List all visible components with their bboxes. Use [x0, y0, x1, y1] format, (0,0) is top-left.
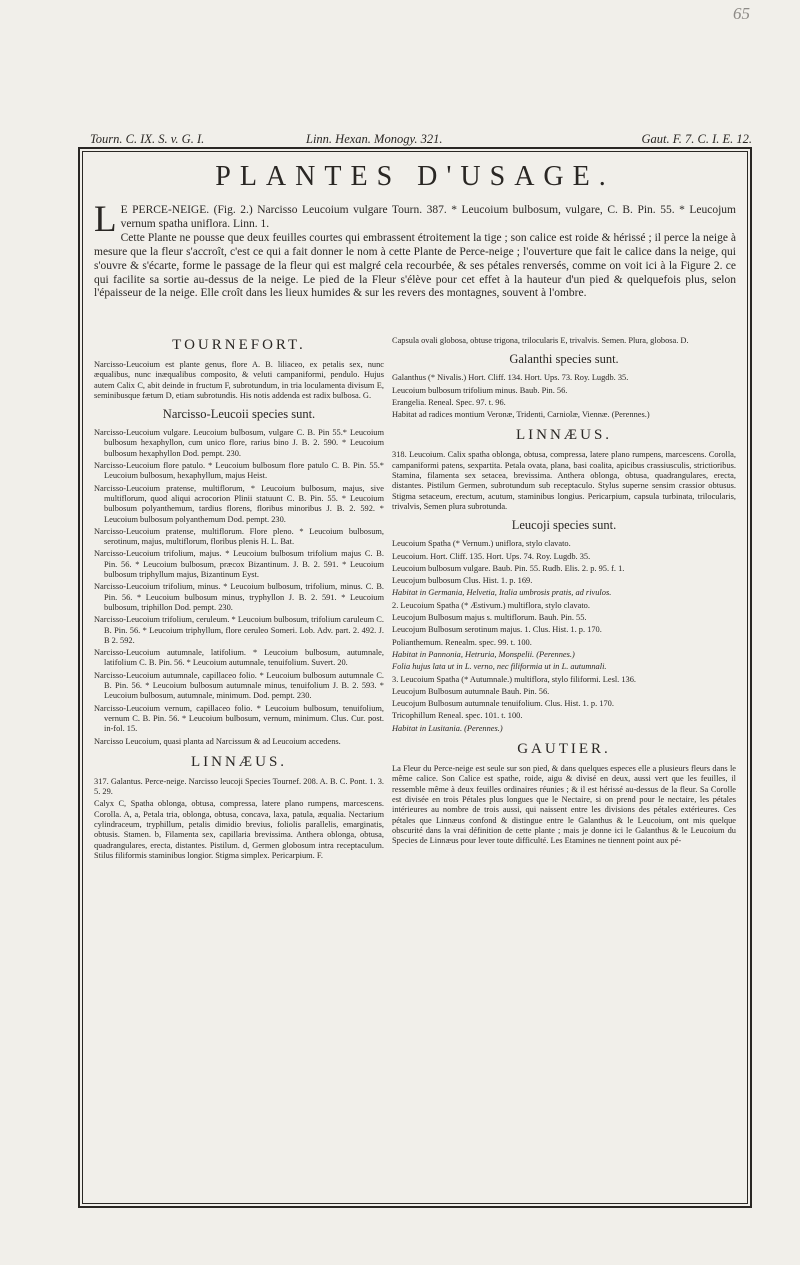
leucoji-entry: Tricophillum Reneal. spec. 101. t. 100.: [392, 711, 523, 721]
narcisso-species-heading: Narcisso-Leucoii species sunt.: [162, 407, 316, 422]
gautier-text: La Fleur du Perce-neige est seule sur son pied, & dans quelques especes elle a plusieurs fleurs dans le même calice. Son Calice est spathe, roide, aigu & divisé en deux, aussi vert que les feuilles, il ressemble même à deux feuilles ordinaires réunies ; & il est hérissé au-dessus de la fleur. Sa Corolle est divisée en trois Pétales plus longues que le Nectaire, si on prend pour le nectaire, les pétales intérieures au nombre de trois aussi, qui naissent entre les divisions des pétales extérieures. Ces pétales que Linnæus confond & distingue entre le Galanthus & le Leucoium, ont mis quelque obscurité dans la vrai définition de cette plante ; mais je donne ici le Galanthus & le Leucoium du Species de Linnæus pour lever toute difficulté. Les Etamines ne tiennent point aux pé-: [392, 764, 736, 846]
species-entry: Narcisso-Leucoium vernum, capillaceo folio. * Leucoium bulbosum, tenuifolium, vernum C. B. Pin. 56. * Leucoium bulbosum, vernum, minimum. Clus. Cur. post. in-fol. 15.: [94, 703, 384, 734]
species-entry: Narcisso-Leucoium trifolium, majus. * Leucoium bulbosum trifolium majus C. B. Pin. 56. * Leucoium bulbosum, præcox Bizantinum. J. B. 2. 591. * Leucoium bulbosum triphyllum majus, Bizantinum Eyst.: [94, 549, 384, 580]
species-entry: Narcisso-Leucoium flore patulo. * Leucoium bulbosum flore patulo C. B. Pin. 55.* Leucoium bulbosum, hexaphyllum, majus Heist.: [94, 461, 384, 481]
linnaeus-heading-left: LINNÆUS.: [190, 753, 288, 770]
leucoji-entry: Leucojum Bulbosum serotinum majus. 1. Clus. Hist. 1. p. 170.: [392, 625, 602, 635]
species-entry: Narcisso Leucoium, quasi planta ad Narcissum & ad Leucoium accedens.: [94, 736, 341, 746]
gautier-heading: GAUTIER.: [517, 741, 611, 758]
species-entry: Narcisso-Leucoium vulgare. Leucoium bulbosum, vulgare C. B. Pin 55.* Leucoium bulbosum hexaphyllon, cum unico flore, rarius bino J. B. 2. 590. * Leucoium bulbosum hexaphyllon Dod. pempt. 230.: [94, 428, 384, 458]
leucoji-entry: Leucojum Bulbosum autumnale Bauh. Pin. 56.: [392, 686, 550, 696]
leucoji-entry: Habitat in Germania, Helvetia, Italia umbrosis pratis, ad rivulos.: [392, 588, 612, 598]
species-entry: Narcisso-Leucoium autumnale, latifolium. * Leucoium bulbosum, autumnale, latifolium C. B. Pin. 56. * Leucoium autumnale, tenuifolium. Suvert. 20.: [94, 648, 384, 668]
intro-section: [94, 199, 736, 301]
leucoji-entry: Polianthemum. Renealm. spec. 99. t. 100.: [392, 637, 532, 647]
leucoji-entry: Leucoium. Hort. Cliff. 135. Hort. Ups. 74. Roy. Lugdb. 35.: [392, 551, 591, 561]
leucoji-entry: Leucoium Spatha (* Vernum.) uniflora, stylo clavato.: [392, 539, 571, 549]
linnaeus-heading-right: LINNÆUS.: [515, 427, 613, 444]
leucoji-entry: 3. Leucoium Spatha (* Autumnale.) multiflora, stylo filiformi. Lesl. 136.: [392, 674, 636, 684]
page-content: [94, 158, 736, 1198]
running-head-center: Linn. Hexan. Monogy. 321.: [306, 132, 443, 146]
right-column: [392, 336, 736, 848]
leucoji-species-heading: Leucoji species sunt.: [511, 518, 617, 533]
leucoji-entry: Leucoium bulbosum vulgare. Baub. Pin. 55. Rudb. Elis. 2. p. 95. f. 1.: [392, 563, 625, 573]
species-entry: Narcisso-Leucoium trifolium, ceruleum. * Leucoium bulbosum, trifolium caruleum C. B. Pin. 56. * Leucoium triphyllum, flore ceruleo Someri. Lob. Adv. part. 2. 492. J. B 2. 592.: [94, 615, 384, 645]
galanthi-entry: Erangelia. Reneal. Spec. 97. t. 96.: [392, 397, 506, 407]
leucoji-entry: Habitat in Pannonia, Hetruria, Monspelii. (Perennes.): [392, 649, 575, 659]
leucoji-entry: Leucojum Bulbosum autumnale tenuifolium. Clus. Hist. 1. p. 170.: [392, 699, 614, 709]
linnaeus-text-right: 318. Leucoium. Calix spatha oblonga, obtusa, compressa, latere plano rumpens, marcescens. Corolla, campaniformi patens, sexpartita. Petala ovata, plana, basi coalita, apicibus crassiusculis, strictioribus. Stamina, filamenta sex setacea, brevissima. Anthera oblonga, obtusa, quadrangulares, erecta, distantes. Pistilum Germen, subrotundum sub receptaculo. Stylus superne sensim crassior obtusus. Stigma setaceum, erectum, acutum, staminibus longius. Pericarpium, capsula turbinata, trilocularis, trivalvis, Semen plura subrotunda.: [392, 450, 736, 511]
running-head: [90, 132, 752, 148]
galanthi-entry: Galanthus (* Nivalis.) Hort. Cliff. 134. Hort. Ups. 73. Roy. Lugdb. 35.: [392, 373, 629, 383]
leucoji-entry: Leucojum bulbosum Clus. Hist. 1. p. 169.: [392, 576, 533, 586]
leucoji-entry: Leucojum Bulbosum majus s. multiflorum. Bauh. Pin. 55.: [392, 613, 587, 623]
species-entry: Narcisso-Leucoium pratense, multiflorum. Flore pleno. * Leucoium bulbosum, serotinum, majus, multiflorum, floribus plenis H. L. Bat.: [94, 526, 384, 547]
species-entry: Narcisso-Leucoium pratense, multiflorum, * Leucoium bulbosum, majus, sive multiflorum, quod aliqui acrocorion Plinii statuunt C. B. Pin. 55. * Leucoium bulbosum polyanthemum, tardius florens, floribus minoribus J. B. 2. 592. * Leucoium bulbosum polyanthemum Dod. pempt. 230.: [94, 483, 384, 524]
linnaeus-description-left: Calyx C, Spatha oblonga, obtusa, compressa, latere plano rumpens, marcescens. Corolla. A, a, Petala tria, oblonga, obtusa, concava, laxa, patula, æqualia. Nectarium cylindraceum, tryphillum, petalis dimidio brevius, foliolis parallelis, emarginatis, obtusis. Stamen. b, Filamenta sex, capillaria brevissima. Anthera oblonga, obtusa, quadrangulares, erecta, distantes. Pistilum. d, Germen globosum intra receptaculum. Stilus filiformis staminibus longior. Stigma simplex. Pericarpium. F.: [94, 799, 384, 860]
continuation-text: Capsula ovali globosa, obtuse trigona, trilocularis E, trivalvis. Semen. Plura, globosa. D.: [392, 336, 689, 345]
galanthi-entry: Leucoium bulbosum trifolium minus. Baub. Pin. 56.: [392, 385, 568, 395]
intro-body: Cette Plante ne pousse que deux feuilles courtes qui embrassent étroitement la tige ; son calice est roide & hérissé ; il perce la neige à mesure que la fleur s'accroît, c'est ce qui a fait donner le nom à cette Plante de Perce-neige ; l'ouverture que fait le calice dans la neige, qui s'ouvre & s'écarte, forme le passage de la fleur qui est malgré cela recourbée, & ses pétales renversés, comme on voit ici à la Figure 2. ce qui facilite sa sortie au-dessus de la neige. Le pied de la Fleur s'élève pour cet effet à la hauteur d'un pied & quelquefois plus, selon l'épaisseur de la neige. Elle croît dans les lieux humides & sur les revers des montagnes, souvent à l'ombre.: [94, 231, 736, 300]
galanthi-entry: Habitat ad radices montium Veronæ, Tridenti, Carniolæ, Viennæ. (Perennes.): [392, 410, 650, 420]
intro-heading: E PERCE-NEIGE. (Fig. 2.) Narcisso Leucoium vulgare Tourn. 387. * Leucoium bulbosum, vulgare, C. B. Pin. 55. * Leucojum vernum spatha uniflora. Linn. 1.: [120, 204, 736, 230]
linnaeus-text-left: 317. Galantus. Perce-neige. Narcisso leucoji Species Tournef. 208. A. B. C. Pont. 1. 3. 5. 29.: [94, 776, 384, 797]
drop-cap: L: [94, 199, 117, 240]
species-entry: Narcisso-Leucoium trifolium, minus. * Leucoium bulbosum, trifolium, minus. C. B. Pin. 56. * Leucoium bulbosum minus, tryphyllon J. B. 2. 591. * Leucoium bulbosum, triphillon Dod. pempt. 230.: [94, 582, 384, 612]
tournefort-heading: TOURNEFORT.: [172, 337, 306, 353]
running-head-left: Tourn. C. IX. S. v. G. I.: [90, 132, 205, 146]
leucoji-entry: Folia hujus lata ut in L. verno, nec filiformia ut in L. autumnali.: [392, 662, 607, 672]
page-number: 65: [733, 4, 750, 23]
left-column: [94, 336, 384, 863]
galanthi-species-heading: Galanthi species sunt.: [509, 352, 619, 367]
page-title: PLANTES D'USAGE.: [215, 161, 615, 192]
leucoji-entry: Habitat in Lusitania. (Perennes.): [392, 723, 503, 733]
leucoji-entry: 2. Leucoium Spatha (* Æstivum.) multiflora, stylo clavato.: [392, 600, 590, 610]
species-entry: Narcisso-Leucoium autumnale, capillaceo folio. * Leucoium bulbosum autumnale C. B. Pin. 56. * Leucoium bulbosum autumnale minus, tenuifolium J. B. 2. 593. * Leucoium bulbosum, autumnale, minimum. Dod. pempt. 230.: [94, 670, 384, 701]
running-head-right: Gaut. F. 7. C. I. E. 12.: [641, 132, 752, 146]
tournefort-text: Narcisso-Leucoium est plante genus, flore A. B. liliaceo, ex petalis sex, nunc æqualibus, nunc inæqualibus composito, & veluti campaniformi, pendulo. Hujus autem Calix C, abit deinde in fructum F, subrotundum, in tria loculamenta divisum E, seminibusque fætum D, etiam subrotundis. His notis addenda est radix bulbosa. G.: [94, 360, 384, 400]
